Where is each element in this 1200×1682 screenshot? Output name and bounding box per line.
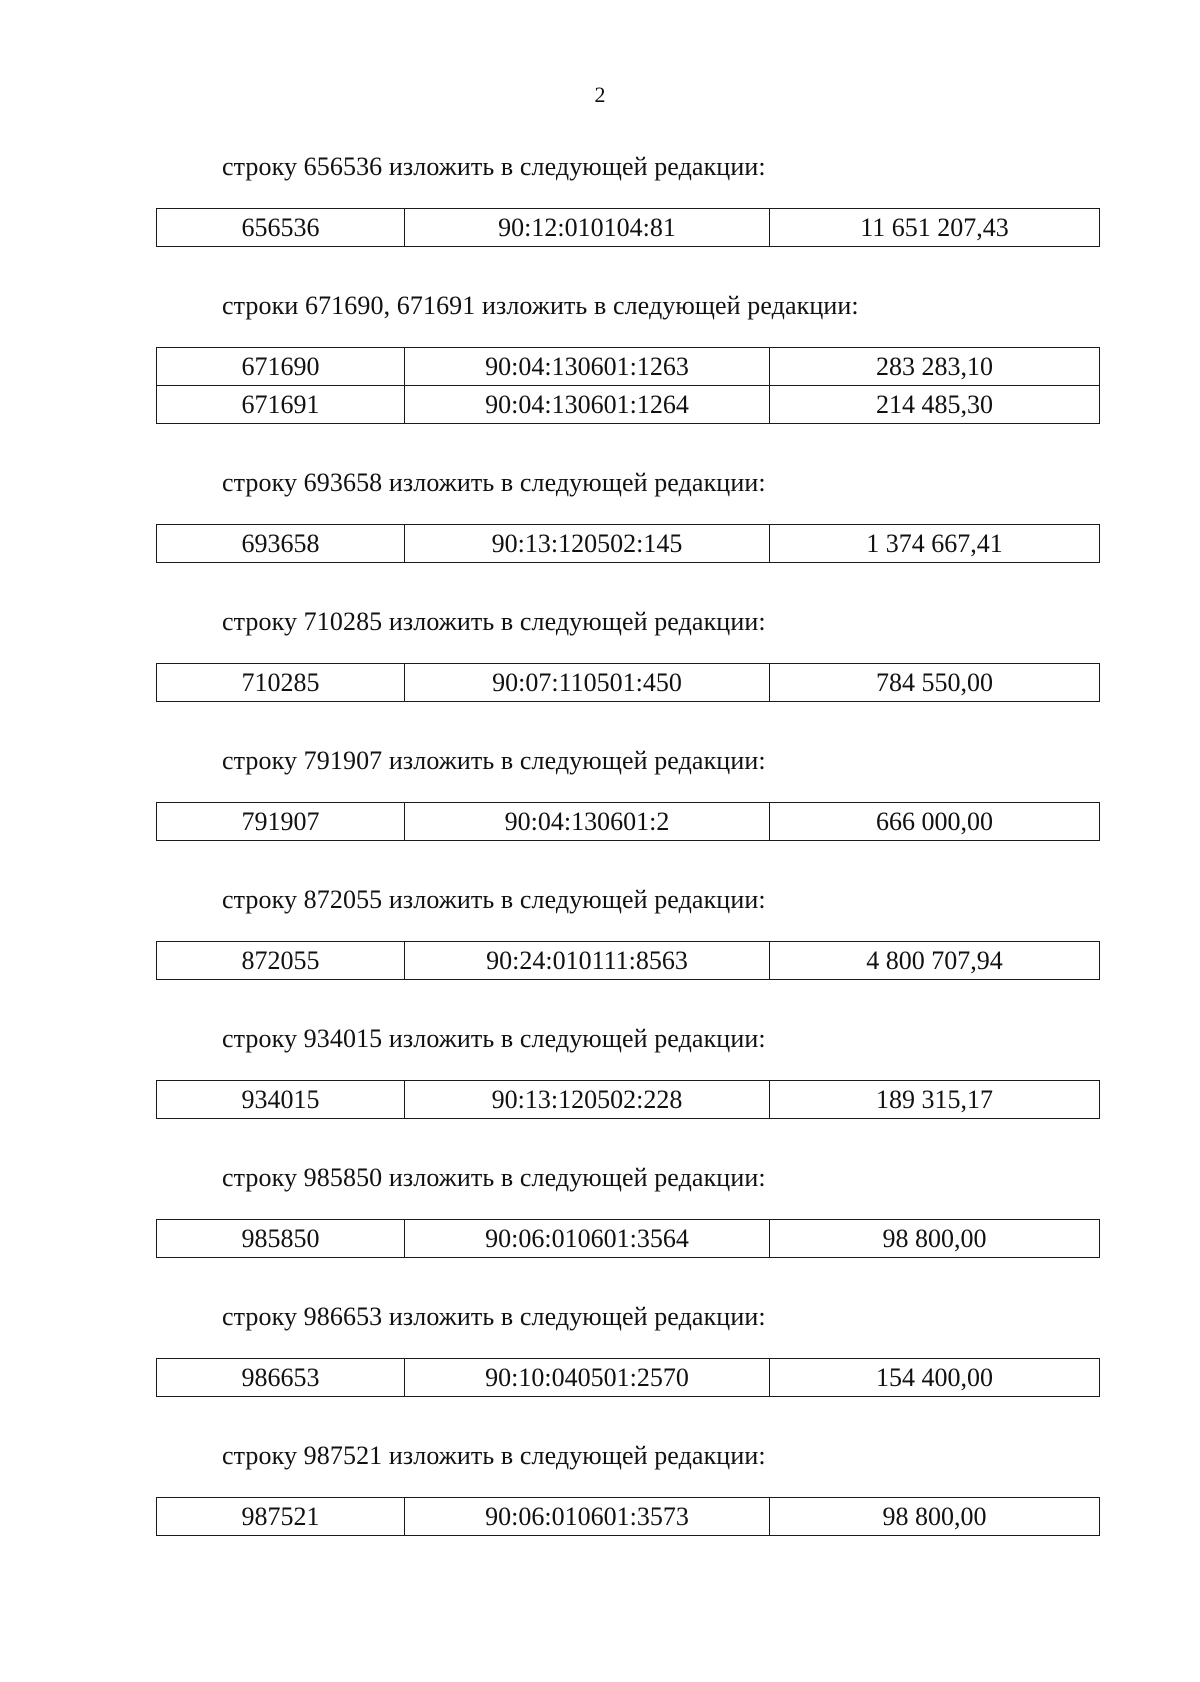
amendment-block [0, 744, 1200, 841]
amendment-block [0, 1439, 1200, 1536]
amendment-intro: строку 656536 изложить в следующей редакции: [222, 152, 766, 181]
cadastral-value-cell: 98 800,00 [770, 1220, 1100, 1258]
amendment-intro: строки 671690, 671691 изложить в следующей редакции: [222, 291, 859, 320]
row-number-cell: 985850 [157, 1220, 405, 1258]
amendment-block [0, 1161, 1200, 1258]
cadastral-number-cell: 90:13:120502:228 [405, 1081, 770, 1119]
cadastral-number-cell: 90:24:010111:8563 [405, 942, 770, 980]
amendment-table [156, 524, 1100, 563]
amendment-table [156, 208, 1100, 247]
amendment-intro: строку 872055 изложить в следующей редакции: [222, 885, 766, 914]
amendment-block [0, 466, 1200, 563]
cadastral-value-cell: 666 000,00 [770, 803, 1100, 841]
table-row [157, 209, 1100, 247]
amendment-intro: строку 934015 изложить в следующей редакции: [222, 1024, 766, 1053]
table-row [157, 1498, 1100, 1536]
row-number-cell: 710285 [157, 664, 405, 702]
table-row [157, 1220, 1100, 1258]
cadastral-value-cell: 4 800 707,94 [770, 942, 1100, 980]
table-row [157, 386, 1100, 424]
table-row [157, 664, 1100, 702]
amendment-block [0, 1022, 1200, 1119]
row-number-cell: 934015 [157, 1081, 405, 1119]
document-body [0, 150, 1200, 1578]
row-number-cell: 671691 [157, 386, 405, 424]
cadastral-value-cell: 1 374 667,41 [770, 525, 1100, 563]
table-row [157, 525, 1100, 563]
amendment-intro: строку 986653 изложить в следующей редакции: [222, 1302, 766, 1331]
page-number: 2 [594, 82, 606, 107]
cadastral-value-cell: 11 651 207,43 [770, 209, 1100, 247]
amendment-block [0, 150, 1200, 247]
amendment-table [156, 802, 1100, 841]
amendment-table [156, 663, 1100, 702]
table-row [157, 1081, 1100, 1119]
amendment-table [156, 941, 1100, 980]
cadastral-value-cell: 98 800,00 [770, 1498, 1100, 1536]
amendment-table [156, 1358, 1100, 1397]
amendment-block [0, 1300, 1200, 1397]
row-number-cell: 656536 [157, 209, 405, 247]
cadastral-number-cell: 90:04:130601:1264 [405, 386, 770, 424]
amendment-table [156, 1219, 1100, 1258]
amendment-intro: строку 791907 изложить в следующей редакции: [222, 746, 766, 775]
row-number-cell: 986653 [157, 1359, 405, 1397]
row-number-cell: 671690 [157, 348, 405, 386]
amendment-intro: строку 987521 изложить в следующей редакции: [222, 1441, 766, 1470]
amendment-intro: строку 693658 изложить в следующей редакции: [222, 468, 766, 497]
cadastral-number-cell: 90:04:130601:2 [405, 803, 770, 841]
cadastral-number-cell: 90:07:110501:450 [405, 664, 770, 702]
cadastral-number-cell: 90:13:120502:145 [405, 525, 770, 563]
cadastral-number-cell: 90:06:010601:3564 [405, 1220, 770, 1258]
cadastral-value-cell: 214 485,30 [770, 386, 1100, 424]
amendment-block [0, 289, 1200, 424]
cadastral-number-cell: 90:04:130601:1263 [405, 348, 770, 386]
amendment-table [156, 347, 1100, 424]
table-row [157, 348, 1100, 386]
cadastral-value-cell: 154 400,00 [770, 1359, 1100, 1397]
row-number-cell: 872055 [157, 942, 405, 980]
row-number-cell: 987521 [157, 1498, 405, 1536]
amendment-block [0, 883, 1200, 980]
cadastral-value-cell: 189 315,17 [770, 1081, 1100, 1119]
amendment-block [0, 605, 1200, 702]
amendment-intro: строку 710285 изложить в следующей редакции: [222, 607, 766, 636]
amendment-table [156, 1080, 1100, 1119]
cadastral-value-cell: 784 550,00 [770, 664, 1100, 702]
cadastral-number-cell: 90:06:010601:3573 [405, 1498, 770, 1536]
cadastral-number-cell: 90:12:010104:81 [405, 209, 770, 247]
table-row [157, 1359, 1100, 1397]
table-row [157, 803, 1100, 841]
cadastral-number-cell: 90:10:040501:2570 [405, 1359, 770, 1397]
table-row [157, 942, 1100, 980]
cadastral-value-cell: 283 283,10 [770, 348, 1100, 386]
row-number-cell: 791907 [157, 803, 405, 841]
amendment-intro: строку 985850 изложить в следующей редакции: [222, 1163, 766, 1192]
amendment-table [156, 1497, 1100, 1536]
row-number-cell: 693658 [157, 525, 405, 563]
